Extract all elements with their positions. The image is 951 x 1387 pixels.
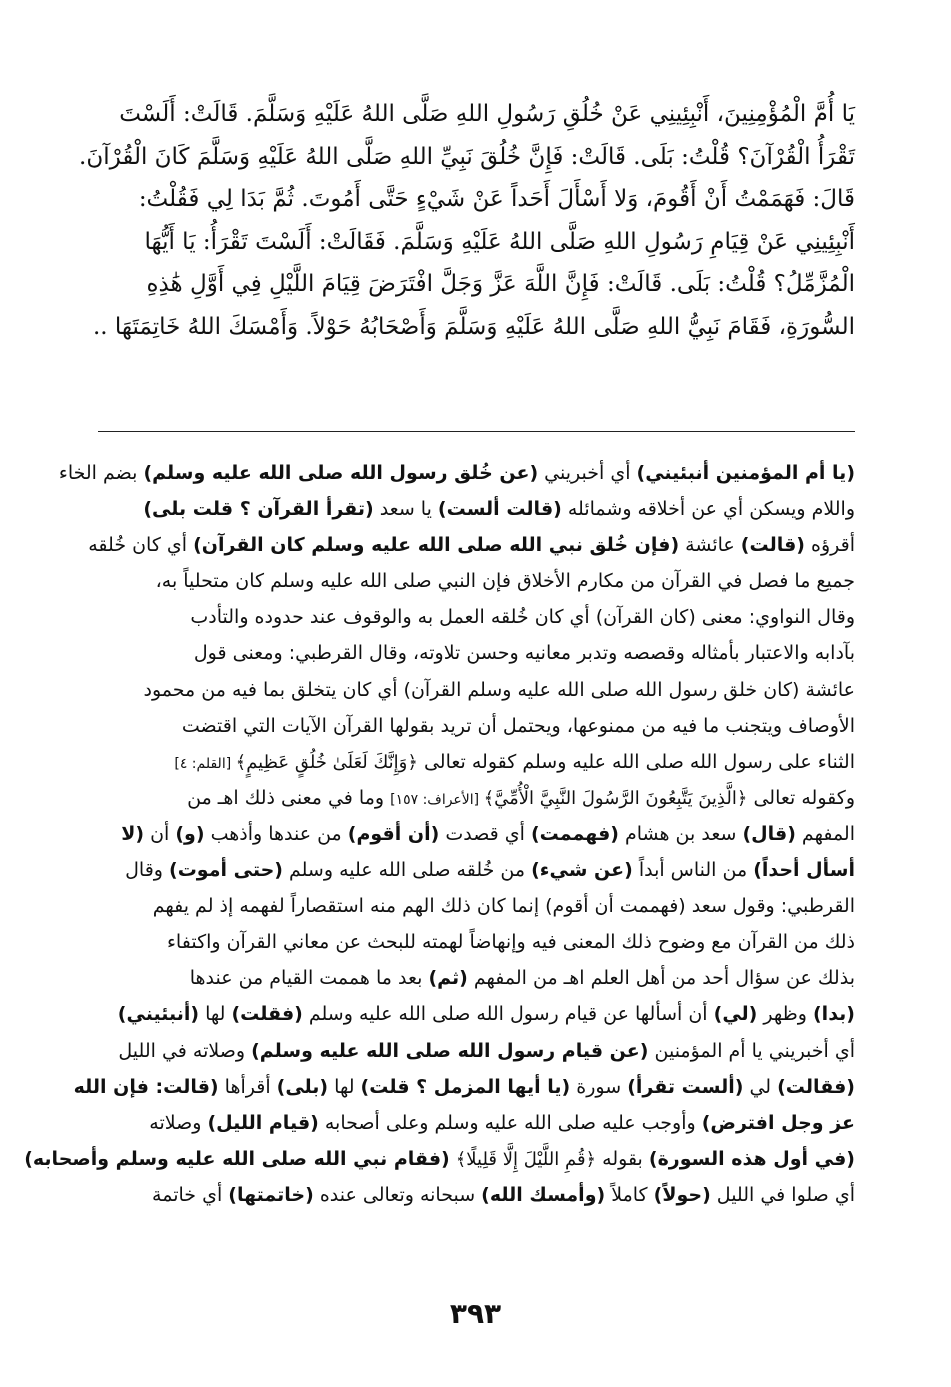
commentary-segment: بعد ما هممت القيام من عندها <box>189 967 429 990</box>
commentary-segment: من عندها وأذهب <box>204 822 348 845</box>
quoted-phrase: (بدا) <box>813 1003 855 1026</box>
commentary-segment: أي كان خُلقه <box>88 534 194 557</box>
commentary-segment: الأوصاف ويتجنب ما فيه من ممنوعها، ويحتمل أن تريد بقولها القرآن الآيات التي اقتضت <box>181 714 855 737</box>
commentary-line <box>98 852 855 888</box>
commentary-line <box>98 599 855 635</box>
quoted-phrase: (بلى) <box>276 1075 329 1098</box>
hadith-line: السُّورَةِ، فَقَامَ نَبِيُّ اللهِ صَلَّى اللهُ عَلَيْهِ وَسَلَّمَ وَأَصْحَابُهُ حَوْلاً. وَأَمْسَكَ اللهُ خَاتِمَتَهَا .. <box>92 313 855 340</box>
commentary-line <box>98 888 855 924</box>
commentary-segment: بقوله <box>596 1147 649 1170</box>
commentary-segment: من خُلقه صلى الله عليه وسلم <box>282 859 532 882</box>
commentary-segment: بذلك عن سؤال أحد من أهل العلم اهـ من المفهم <box>467 967 855 990</box>
commentary-segment: الثناء على رسول الله صلى الله عليه وسلم كقوله تعالى <box>417 750 855 773</box>
quoted-phrase: (يا أيها المزمل ؟ قلت) <box>360 1075 571 1098</box>
quran-verse: ﴿وَإِنَّكَ لَعَلَىٰ خُلُقٍ عَظِيمٍ﴾ <box>235 751 418 773</box>
commentary-segment: أقرأها <box>218 1075 277 1098</box>
commentary-line <box>98 780 855 816</box>
commentary-line <box>98 960 855 996</box>
quoted-phrase: (يا أم المؤمنين أنبئيني) <box>636 462 855 484</box>
commentary-segment: أي أخبريني <box>538 462 637 484</box>
quran-verse: ﴿الَّذِينَ يَتَّبِعُونَ الرَّسُولَ النَّبِيَّ الْأُمِّيَّ﴾ <box>483 787 748 809</box>
quoted-phrase: (أن أقوم) <box>347 822 440 845</box>
quoted-phrase: عز وجل افترض) <box>701 1111 855 1134</box>
quoted-phrase: (أنبئيني) <box>117 1003 200 1026</box>
quoted-phrase: (فقام نبي الله صلى الله عليه وسلم وأصحابه) <box>24 1147 450 1170</box>
commentary-segment: عائشة <box>679 534 741 557</box>
footnote-divider <box>98 431 855 432</box>
commentary-segment: لي <box>743 1075 778 1098</box>
quoted-phrase: (فهممت) <box>531 822 619 845</box>
quoted-phrase: (لا <box>121 822 145 845</box>
quoted-phrase: (في أول هذه السورة) <box>648 1147 855 1170</box>
commentary-line <box>98 708 855 744</box>
quoted-phrase: (حولاً) <box>653 1183 711 1206</box>
commentary-segment: لها <box>328 1075 361 1098</box>
commentary-segment: وما في معنى ذلك اهـ من <box>187 786 391 809</box>
commentary-line <box>98 816 855 852</box>
commentary-segment: واللام ويسكن أي عن أخلاقه وشمائله <box>561 498 855 521</box>
quoted-phrase: (فإن خُلق نبي الله صلى الله عليه وسلم كان القرآن) <box>193 534 680 557</box>
commentary-segment: من الناس أبداً <box>632 859 754 882</box>
commentary-segment: وظهر <box>757 1003 813 1026</box>
commentary-line <box>73 1069 855 1105</box>
commentary-segment: أي قصدت <box>439 822 531 845</box>
quoted-phrase: أسأل أحداً) <box>753 859 855 882</box>
quoted-phrase: (عن شيء) <box>531 859 633 882</box>
commentary-segment: أي أخبريني يا أم المؤمنين <box>648 1039 855 1062</box>
quoted-phrase: (ألست تقرأ) <box>627 1075 744 1098</box>
commentary-segment: أن أسألها عن قيام رسول الله صلى الله عليه وسلم <box>302 1003 714 1026</box>
commentary-segment: وصلاته في الليل <box>118 1039 252 1062</box>
quoted-phrase: (و) <box>175 822 205 845</box>
commentary-segment: عائشة (كان خلق رسول الله صلى الله عليه وسلم القرآن) أي كان يتخلق بما فيه من محمود <box>143 678 855 701</box>
commentary-line <box>98 672 855 708</box>
commentary-segment: جميع ما فصل في القرآن من مكارم الأخلاق فإن النبي صلى الله عليه وسلم كان متحلياً به، <box>155 570 855 593</box>
commentary-segment: وأوجب عليه صلى الله عليه وسلم وعلى أصحابه <box>318 1111 702 1134</box>
commentary-segment: ذلك من القرآن مع وضوح ذلك المعنى فيه وإنهاضاً لهمته للبحث عن معاني القرآن واكتفاء <box>167 931 855 954</box>
commentary-line <box>98 635 855 671</box>
commentary-segment: أي صلوا في الليل <box>710 1183 855 1206</box>
quoted-phrase: (وأمسك الله) <box>481 1183 606 1206</box>
commentary-segment: يا سعد <box>373 498 438 521</box>
commentary-text <box>24 455 855 1213</box>
commentary-line <box>98 996 855 1032</box>
commentary-segment: سورة <box>570 1075 628 1098</box>
commentary-segment: كاملاً <box>605 1183 654 1206</box>
commentary-segment: أن <box>144 822 176 845</box>
commentary-line <box>98 563 855 599</box>
hadith-line: تَقْرَأُ الْقُرْآنَ؟ قُلْتُ: بَلَى. قَالَتْ: فَإِنَّ خُلُقَ نَبِيِّ اللهِ صَلَّى اللهُ عَلَيْهِ وَسَلَّمَ كَانَ الْقُرْآنَ. <box>79 143 855 170</box>
hadith-line: أَنْبِئِينِي عَنْ قِيَامِ رَسُولِ اللهِ صَلَّى اللهُ عَلَيْهِ وَسَلَّمَ. فَقَالَتْ: أَلَسْتَ تَقْرَأُ: يَا أَيُّهَا <box>144 228 855 255</box>
commentary-segment: وقال النواوي: معنى (كان القرآن) أي كان خُلقه العمل به والوقوف عند حدوده والتأدب <box>190 606 855 629</box>
quoted-phrase: (ثم) <box>428 967 468 990</box>
commentary-segment: القرطبي: وقول سعد (فهممت أن أقوم) إنما كان ذلك الهم منه استقصاراً لفهمه إذ لم يفهم <box>152 895 855 918</box>
hadith-line: يَا أُمَّ الْمُؤْمِنِينَ، أَنْبِئِينِي عَنْ خُلُقِ رَسُولِ اللهِ صَلَّى اللهُ عَلَيْهِ وَسَلَّمَ. قَالَتْ: أَلَسْتَ <box>119 101 855 127</box>
quran-verse: ﴿قُمِ اللَّيْلَ إِلَّا قَلِيلًا﴾ <box>455 1148 597 1170</box>
hadith-line: الْمُزَّمِّلُ؟ قُلْتُ: بَلَى. قَالَتْ: فَإِنَّ اللَّهَ عَزَّ وَجَلَّ افْتَرَضَ قِيَامَ اللَّيْلِ فِي أَوَّلِ هَٰذِهِ <box>146 271 855 297</box>
commentary-line <box>98 744 855 780</box>
commentary-line <box>98 491 855 527</box>
commentary-segment: أقرؤه <box>804 534 855 557</box>
commentary-line <box>98 1105 855 1141</box>
commentary-segment: وصلاته <box>149 1111 208 1134</box>
hadith-text <box>79 93 855 348</box>
commentary-segment: سعد بن هشام <box>618 822 743 845</box>
quoted-phrase: (قالت: فإن الله <box>73 1075 219 1098</box>
commentary-segment: لها <box>199 1003 232 1026</box>
commentary-segment: سبحانه وتعالى عنده <box>313 1183 482 1206</box>
commentary-segment: بضم الخاء <box>58 462 144 484</box>
quoted-phrase: (تقرأ القرآن ؟ قلت بلى) <box>143 498 374 521</box>
page-number: ٣٩٣ <box>449 1297 502 1330</box>
verse-reference: [الأعراف: ١٥٧] <box>390 791 484 808</box>
quoted-phrase: (قال) <box>742 822 796 845</box>
quoted-phrase: (عن خُلق رسول الله صلى الله عليه وسلم) <box>143 462 539 484</box>
commentary-segment: وكقوله تعالى <box>747 786 855 809</box>
verse-reference: [القلم: ٤] <box>174 755 236 772</box>
quoted-phrase: (قالت ألست) <box>437 498 562 521</box>
hadith-line: قَالَ: فَهَمَمْتُ أَنْ أَقُومَ، وَلا أَسْأَلَ أَحَداً عَنْ شَيْءٍ حَتَّى أَمُوتَ. ثُمَّ بَدَا لِي فَقُلْتُ: <box>138 186 855 212</box>
commentary-segment: المفهم <box>795 822 855 845</box>
quoted-phrase: (لي) <box>713 1003 758 1026</box>
quoted-phrase: (حتى أموت) <box>169 859 283 882</box>
commentary-segment: وقال <box>125 859 170 882</box>
commentary-line <box>88 527 855 563</box>
commentary-line <box>98 1033 855 1069</box>
quoted-phrase: (فقلت) <box>231 1003 303 1026</box>
quoted-phrase: (قالت) <box>740 534 805 557</box>
commentary-line <box>58 455 855 491</box>
quoted-phrase: (قيام الليل) <box>207 1111 319 1134</box>
commentary-segment: بآدابه والاعتبار بأمثاله وقصصه وتدبر معانيه وحسن تلاوته، وقال القرطبي: ومعنى قول <box>193 642 855 665</box>
quoted-phrase: (عن قيام رسول الله صلى الله عليه وسلم) <box>251 1039 649 1062</box>
commentary-line <box>98 1177 855 1213</box>
commentary-line <box>24 1141 855 1177</box>
quoted-phrase: (خاتمتها) <box>228 1183 314 1206</box>
quoted-phrase: (فقالت) <box>777 1075 855 1098</box>
commentary-segment: أي خاتمة <box>152 1183 229 1206</box>
commentary-line <box>98 924 855 960</box>
